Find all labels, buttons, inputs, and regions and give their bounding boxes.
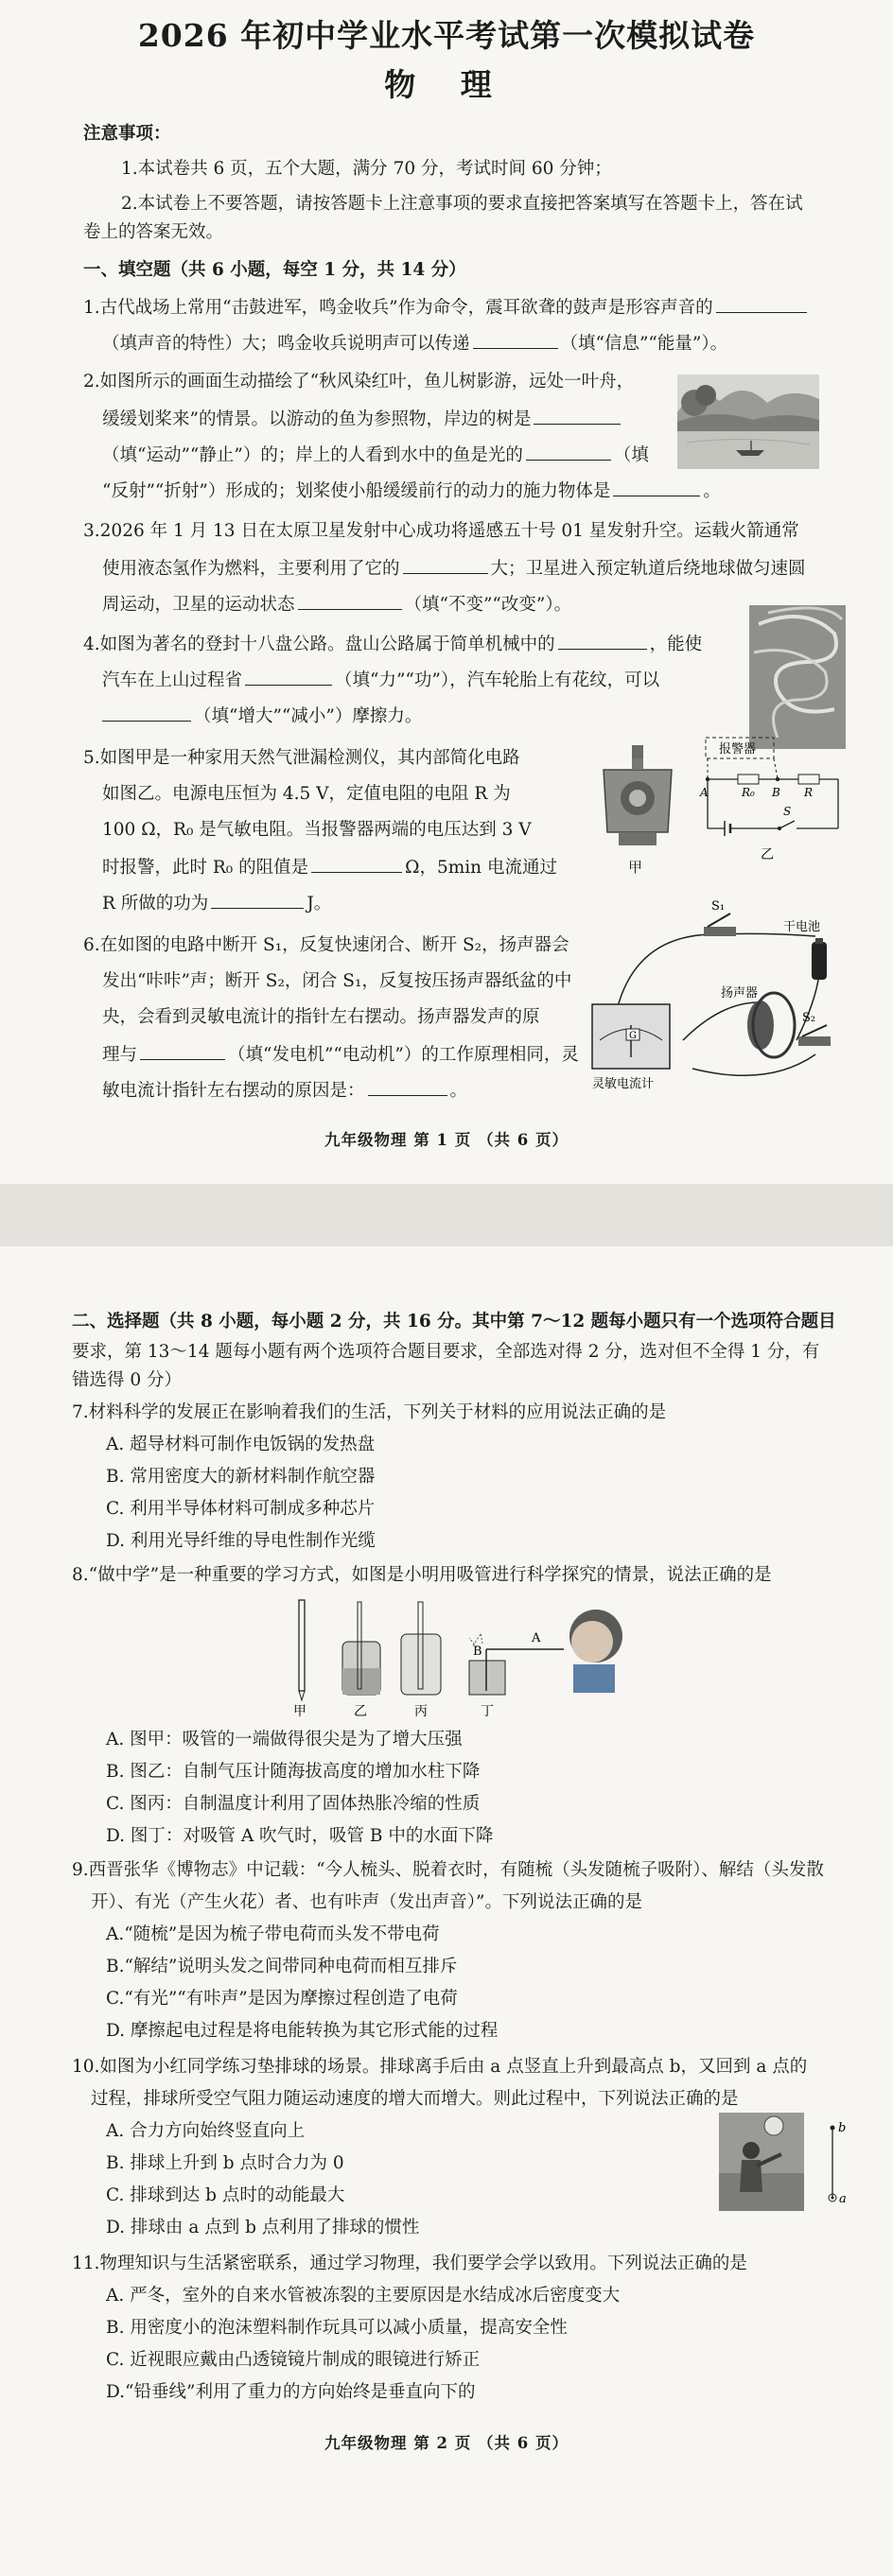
answer-blank [534,407,621,425]
straw-experiments-figure [280,1596,639,1719]
q9-option-d: D. 摩擦起电过程是将电能转换为其它形式能的过程 [106,2021,499,2041]
q2-line3: （填“运动”“静止”）的；岸上的人看到水中的鱼是光的 （填 [102,443,649,467]
q9-option-a: A.“随梳”是因为梳子带电荷而头发不带电荷 [106,1924,440,1944]
q9-stem-2: 开）、有光（产生火花）者、也有咔声（发出声音）”。下列说法正确的是 [91,1892,642,1912]
answer-blank [298,592,402,610]
q3-line1: 3.2026 年 1 月 13 日在太原卫星发射中心成功将遥感五十号 01 星发射升空。运载火箭通常 [83,521,799,541]
q7-option-d: D. 利用光导纤维的导电性制作光缆 [106,1531,376,1551]
q9-option-b: B.“解结”说明头发之间带同种电荷而相互排斥 [106,1957,458,1976]
q11-stem: 11.物理知识与生活紧密联系，通过学习物理，我们要学会学以致用。下列说法正确的是 [72,2254,747,2273]
section2-heading: 二、选择题（共 8 小题，每小题 2 分，共 16 分。其中第 7～12 题每小题只有一个选项符合题目 [72,1312,836,1332]
q5-line3: 100 Ω，R₀ 是气敏电阻。当报警器两端的电压达到 3 V [102,820,532,840]
subject-title: 物 理 [384,66,509,103]
q8-fig-jia: 甲 [293,1704,306,1719]
q9-stem-1: 9.西晋张华《博物志》中记载：“今人梳头、脱着衣时，有随梳（头发随梳子吸附）、解结（头发散 [72,1860,824,1880]
q8-fig-bing: 丙 [414,1704,428,1719]
answer-blank [613,479,700,496]
fig5-r0-label: R₀ [742,786,755,799]
q5-line5: R 所做的功为 J。 [102,891,331,915]
answer-blank [140,1042,225,1060]
landscape-boat-image [677,374,819,469]
q10-option-a: A. 合力方向始终竖直向上 [106,2121,306,2141]
q8-option-b: B. 图乙：自制气压计随海拔高度的增加水柱下降 [106,1762,481,1782]
q1-line2: （填声音的特性）大；鸣金收兵说明声可以传递 （填“信息”“能量”）。 [102,331,727,356]
q6-line4: 理与 （填“发电机”“电动机”）的工作原理相同，灵 [102,1042,579,1067]
q7-option-a: A. 超导材料可制作电饭锅的发热盘 [106,1435,376,1454]
fig6-speaker-label: 扬声器 [721,986,759,1001]
answer-blank [211,891,304,909]
notice-item-2-cont: 卷上的答案无效。 [83,222,224,242]
fig6-s1-label: S₁ [711,899,726,914]
section2-heading-2: 要求，第 13～14 题每小题有两个选项符合题目要求，全部选对得 2 分，选对但不全得 1 分，有 [72,1342,820,1362]
q8-label-a: A [532,1631,541,1645]
exam-page-1 [0,0,893,1184]
q8-fig-yi: 乙 [354,1704,367,1719]
answer-blank [526,443,611,461]
q10-option-d: D. 排球由 a 点到 b 点利用了排球的惯性 [106,2218,420,2237]
q3-line2: 使用液态氢作为燃料，主要利用了它的 大；卫星进入预定轨道后绕地球做匀速圆 [102,556,806,581]
fig5-r-label: R [804,786,814,799]
q1-line1: 1.古代战场上常用“击鼓进军，鸣金收兵”作为命令，震耳欲聋的鼓声是形容声音的 [83,295,810,320]
q7-stem: 7.材料科学的发展正在影响着我们的生活，下列关于材料的应用说法正确的是 [72,1402,667,1422]
gas-detector-image [590,743,685,862]
notice-heading: 注意事项： [83,124,171,144]
fig5-point-a: A [700,786,709,799]
q7-option-b: B. 常用密度大的新材料制作航空器 [106,1467,376,1487]
page2-footer: 九年级物理 第 2 页 （共 6 页） [324,2434,569,2452]
q8-stem: 8.“做中学”是一种重要的学习方式，如图是小明用吸管进行科学探究的情景，说法正确的是 [72,1565,772,1585]
q5-line2: 如图乙。电源电压恒为 4.5 V，定值电阻的电阻 R 为 [102,784,511,804]
answer-blank [102,704,191,722]
q11-option-b: B. 用密度小的泡沫塑料制作玩具可以减小质量，提高安全性 [106,2318,568,2338]
q7-option-c: C. 利用半导体材料可制成多种芯片 [106,1499,376,1519]
q8-option-c: C. 图丙：自制温度计利用了固体热胀冷缩的性质 [106,1794,481,1814]
q10-stem-2: 过程，排球所受空气阻力随运动速度的增大而增大。则此过程中，下列说法正确的是 [91,2089,739,2109]
notice-item-1: 1.本试卷共 6 页，五个大题，满分 70 分，考试时间 60 分钟； [121,159,612,179]
q2-line2: 缓缓划桨来”的情景。以游动的鱼为参照物，岸边的树是 [102,407,623,431]
answer-blank [403,556,488,574]
q6-line5: 敏电流计指针左右摆动的原因是： 。 [102,1078,467,1103]
fig5-alarm-label: 报警器 [719,742,757,757]
q10-point-b: b [838,2121,847,2135]
q4-line2: 汽车在上山过程省 （填“力”“功”），汽车轮胎上有花纹，可以 [102,668,659,692]
volleyball-figure [719,2113,851,2213]
q11-option-a: A. 严冬，室外的自来水管被冻裂的主要原因是水结成冰后密度变大 [106,2286,621,2306]
q3-line3: 周运动，卫星的运动状态 （填“不变”“改变”）。 [102,592,571,617]
answer-blank [368,1078,447,1096]
q11-option-d: D.“铅垂线”利用了重力的方向始终是垂直向下的 [106,2382,476,2402]
notice-item-2: 2.本试卷上不要答题，请按答题卡上注意事项的要求直接把答案填写在答题卡上，答在试 [121,194,803,214]
q9-option-c: C.“有光”“有咔声”是因为摩擦过程创造了电荷 [106,1989,458,2009]
q2-line4: “反射”“折射”）形成的；划桨使小船缓缓前行的动力的施力物体是 。 [102,479,721,503]
exam-page-2 [0,1246,893,2576]
section2-heading-3: 错选得 0 分） [72,1370,183,1390]
fig5-label-yi: 乙 [761,847,774,862]
fig5-label-jia: 甲 [628,859,643,876]
q4-line1: 4.如图为著名的登封十八盘公路。盘山公路属于简单机械中的 ，能使 [83,632,702,656]
fig5-point-b: B [772,786,780,799]
fig5-switch-label: S [783,805,792,818]
fig6-battery-label: 干电池 [783,920,821,934]
exam-title: 2026 年初中学业水平考试第一次模拟试卷 [137,17,756,54]
q8-option-a: A. 图甲：吸管的一端做得很尖是为了增大压强 [106,1730,463,1749]
q11-option-c: C. 近视眼应戴由凸透镜镜片制成的眼镜进行矫正 [106,2350,481,2370]
q6-line1: 6.在如图的电路中断开 S₁，反复快速闭合、断开 S₂，扬声器会 [83,935,569,955]
mountain-road-image [749,605,846,749]
meter-g-label: G [629,1031,637,1041]
speaker-circuit-diagram [579,898,844,1103]
page-gap [0,1184,893,1246]
q8-option-d: D. 图丁：对吸管 A 吹气时，吸管 B 中的水面下降 [106,1826,494,1846]
answer-blank [245,668,332,686]
answer-blank [716,295,807,313]
section1-heading: 一、填空题（共 6 小题，每空 1 分，共 14 分） [83,260,466,280]
q8-fig-ding: 丁 [481,1704,494,1719]
q5-line4: 时报警，此时 R₀ 的阻值是 Ω，5min 电流通过 [102,855,557,879]
answer-blank [311,855,402,873]
q10-option-b: B. 排球上升到 b 点时合力为 0 [106,2153,344,2173]
fig6-meter-label: 灵敏电流计 [592,1077,655,1091]
q6-line3: 央，会看到灵敏电流计的指针左右摆动。扬声器发声的原 [102,1007,540,1027]
fig6-s2-label: S₂ [802,1011,816,1025]
q10-option-c: C. 排球到达 b 点时的动能最大 [106,2185,345,2205]
q8-label-b: B [473,1645,482,1659]
q10-stem-1: 10.如图为小红同学练习垫排球的场景。排球离手后由 a 点竖直上升到最高点 b，又回到 a 点的 [72,2057,808,2077]
q10-point-a: a [839,2192,847,2206]
answer-blank [558,632,647,650]
answer-blank [473,331,558,349]
page1-footer: 九年级物理 第 1 页 （共 6 页） [324,1131,569,1149]
alarm-circuit-diagram [696,734,849,866]
q4-line3: （填“增大”“减小”）摩擦力。 [102,704,422,728]
q6-line2: 发出“咔咔”声；断开 S₂，闭合 S₁，反复按压扬声器纸盆的中 [102,971,572,991]
q5-line1: 5.如图甲是一种家用天然气泄漏检测仪，其内部简化电路 [83,748,520,768]
q2-line1: 2.如图所示的画面生动描绘了“秋风染红叶，鱼儿树影游，远处一叶舟， [83,372,635,392]
